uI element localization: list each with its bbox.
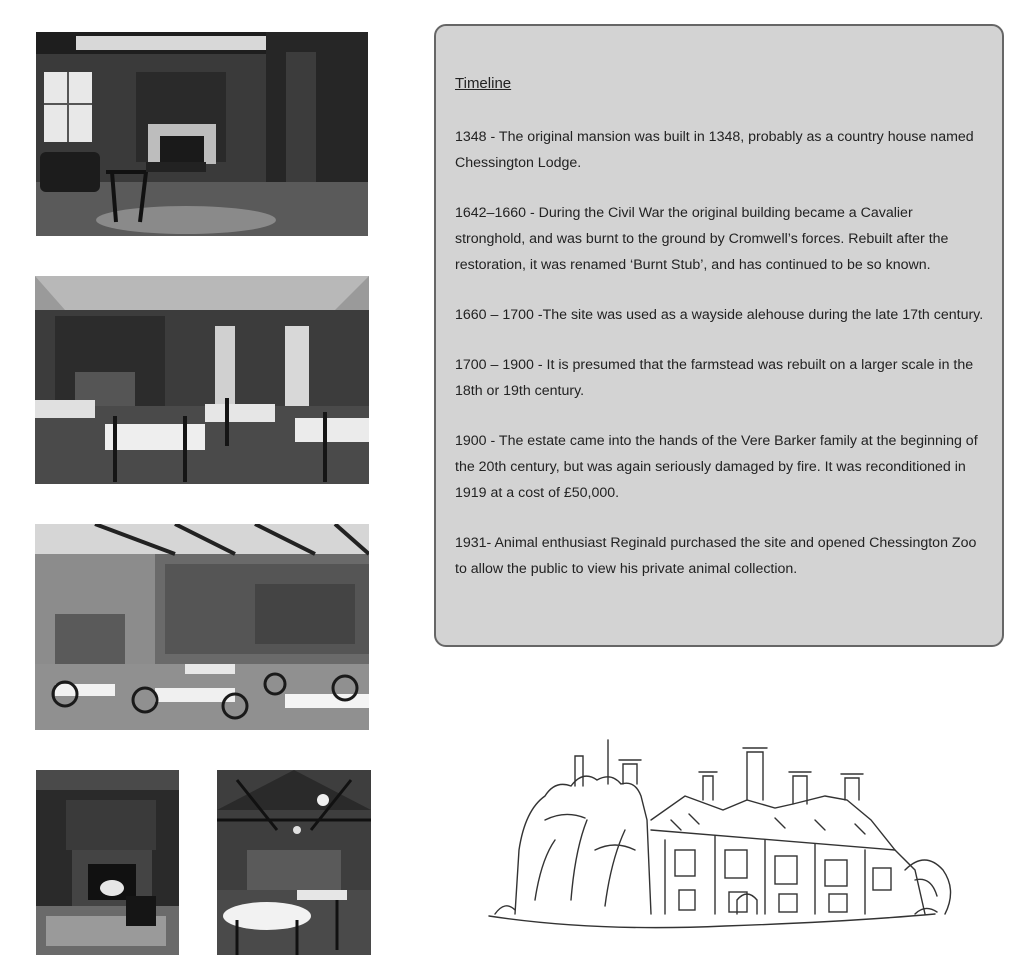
timeline-entry-1642: 1642–1660 - During the Civil War the original building became a Cavalier stronghold, and was burnt to the ground by Cromwell’s forces. Rebuilt after the restoration, it was renamed ‘Burnt Stub’, and has continued to be so known. (455, 205, 949, 273)
photo-timbered-dining-hall (217, 770, 371, 955)
photo-timbered-hall (35, 524, 369, 730)
timeline-entry-1348: 1348 - The original mansion was built in 1348, probably as a country house named Chessington Lodge. (455, 129, 974, 171)
photo-fireplace-room (36, 770, 179, 955)
timeline-entry-1660: 1660 – 1700 -The site was used as a wayside alehouse during the late 17th century. (455, 307, 984, 323)
timeline-entry-1700: 1700 – 1900 - It is presumed that the farmstead was rebuilt on a larger scale in the 18th or 19th century. (455, 357, 974, 399)
photo-dining-room (35, 276, 369, 484)
timeline-entry-1931: 1931- Animal enthusiast Reginald purchased the site and opened Chessington Zoo to allow the public to view his private animal collection. (455, 535, 977, 577)
timeline-title: Timeline (455, 75, 512, 92)
timeline-entry-1900: 1900 - The estate came into the hands of the Vere Barker family at the beginning of the 20th century, but was again seriously damaged by fire. It was reconditioned in 1919 at a cost of £50,000. (455, 433, 978, 501)
mansion-sketch (475, 700, 965, 955)
photo-panelled-lounge (36, 32, 368, 236)
timeline-panel (434, 24, 1004, 647)
